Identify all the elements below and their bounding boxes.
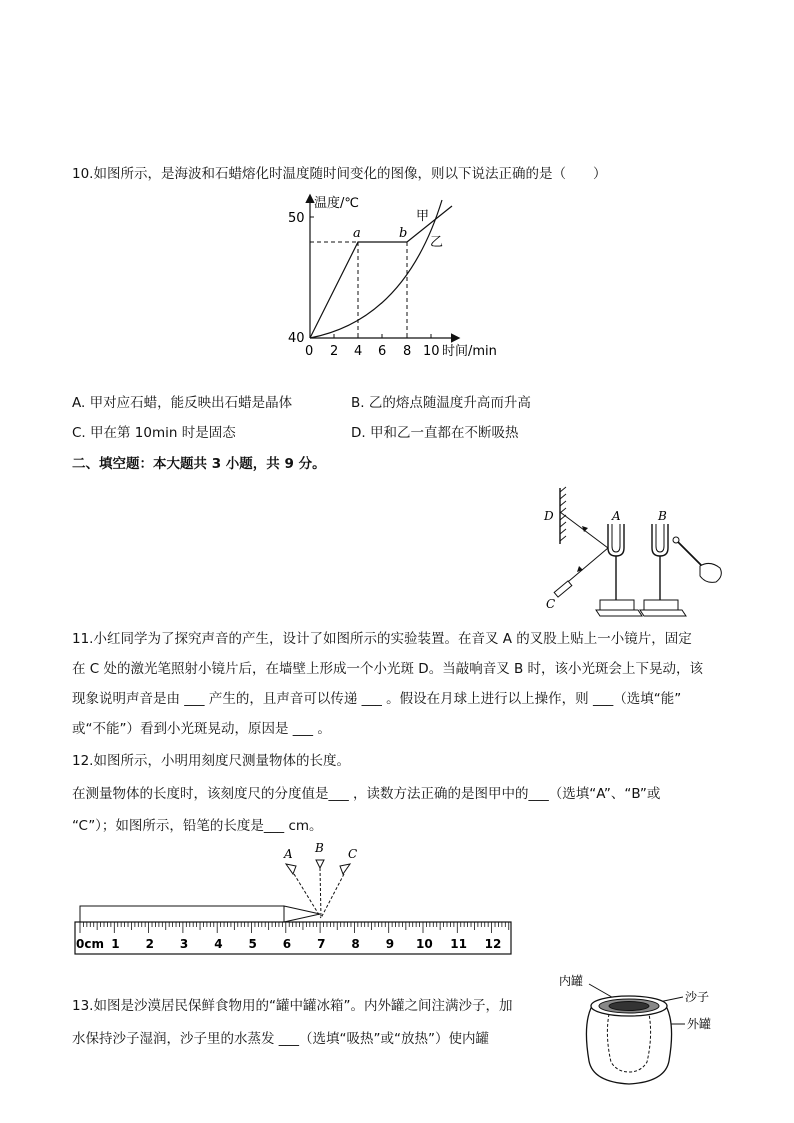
q10-option-a: A. 甲对应石蜡，能反映出石蜡是晶体 [72, 395, 293, 411]
q11-line2: 在 C 处的激光笔照射小镜片后，在墙壁上形成一个小光斑 D。当敲响音叉 B 时，该小光斑会上下晃动，该 [72, 661, 704, 677]
ruler-label: 4 [214, 937, 223, 951]
graph-label-yi: 乙 [430, 235, 444, 250]
q10-option-b: B. 乙的熔点随温度升高而升高 [351, 395, 531, 411]
q12-line3: “C”）；如图所示，铅笔的长度是___ cm。 [72, 818, 323, 834]
pot-in-pot-figure [555, 966, 735, 1091]
q11-line1: 11.小红同学为了探究声音的产生，设计了如图所示的实验装置。在音叉 A 的叉股上贴上一小镜片，固定 [72, 631, 692, 647]
inner-pot [609, 1002, 649, 1011]
tuning-fork-figure [538, 484, 728, 619]
graph-x-tick-10: 10 [423, 344, 440, 359]
eye-b-icon [316, 860, 324, 868]
label-c: C [546, 597, 556, 611]
graph-x-tick-4: 4 [354, 344, 363, 359]
graph-y-tick-40: 40 [288, 331, 305, 346]
q13-line2: 水保持沙子湿润，沙子里的水蒸发 ___（选填“吸热”或“放热”）使内罐 [72, 1031, 490, 1047]
graph-label-jia: 甲 [416, 209, 430, 224]
ruler-label: 7 [317, 937, 326, 951]
graph-point-b: b [399, 226, 408, 241]
label-b: B [658, 509, 667, 523]
q12-line1: 12.如图所示，小明用刻度尺测量物体的长度。 [72, 753, 350, 769]
graph-xlabel: 时间/min [442, 344, 497, 359]
graph-x-tick-8: 8 [403, 344, 412, 359]
eye-label-c: C [348, 847, 358, 861]
graph-x-tick-6: 6 [378, 344, 387, 359]
hand [700, 563, 721, 582]
ruler-label: 8 [351, 937, 360, 951]
fork-a [608, 524, 624, 556]
curve-jia [310, 206, 452, 338]
q11-line3: 现象说明声音是由 ___ 产生的，且声音可以传递 ___ 。假设在月球上进行以上操作，则 ___（选填“能” [72, 691, 682, 707]
pencil-body [80, 906, 284, 922]
ruler-label: 0cm [76, 937, 104, 951]
section2-title: 二、填空题：本大题共 3 小题，共 9 分。 [72, 456, 326, 472]
ruler-label: 11 [450, 937, 468, 951]
q10-option-d: D. 甲和乙一直都在不断吸热 [351, 425, 519, 441]
graph-x-tick-0: 0 [305, 344, 314, 359]
q10-option-c: C. 甲在第 10min 时是固态 [72, 425, 236, 441]
graph-point-a: a [353, 226, 361, 241]
label-outer-pot: 外罐 [687, 1017, 712, 1031]
ruler-label: 12 [484, 937, 502, 951]
ruler-label: 5 [248, 937, 257, 951]
ruler-label: 10 [416, 937, 433, 951]
label-inner-pot: 内罐 [559, 974, 584, 988]
ruler-label: 2 [145, 937, 154, 951]
ruler-label: 3 [179, 937, 189, 951]
ruler-figure [72, 840, 522, 958]
eye-a-icon [286, 864, 296, 874]
q10-stem: 10.如图所示，是海波和石蜡熔化时温度随时间变化的图像，则以下说法正确的是（ ） [72, 166, 607, 182]
eye-c-icon [340, 864, 350, 874]
label-a: A [612, 509, 621, 523]
fork-b [652, 524, 668, 556]
label-d: D [544, 509, 554, 523]
graph-x-tick-2: 2 [330, 344, 339, 359]
ruler-label: 6 [282, 937, 292, 951]
graph-y-tick-50: 50 [288, 211, 305, 226]
ruler-label: 1 [111, 937, 120, 951]
graph-ylabel: 温度/℃ [314, 196, 359, 211]
q12-line2: 在测量物体的长度时，该刻度尺的分度值是___ ，读数方法正确的是图甲中的___（选填“A”、“B”或 [72, 786, 661, 802]
melting-graph [280, 190, 530, 360]
q11-line4: 或“不能”）看到小光斑晃动，原因是 ___ 。 [72, 721, 331, 737]
q13-line1: 13.如图是沙漠居民保鲜食物用的“罐中罐冰箱”。内外罐之间注满沙子，加 [72, 998, 513, 1014]
laser-pen [554, 581, 572, 597]
eye-label-b: B [315, 841, 324, 855]
outer-pot [586, 1008, 671, 1084]
label-sand: 沙子 [685, 990, 710, 1004]
ruler-label: 9 [385, 937, 395, 951]
eye-label-a: A [284, 847, 293, 861]
